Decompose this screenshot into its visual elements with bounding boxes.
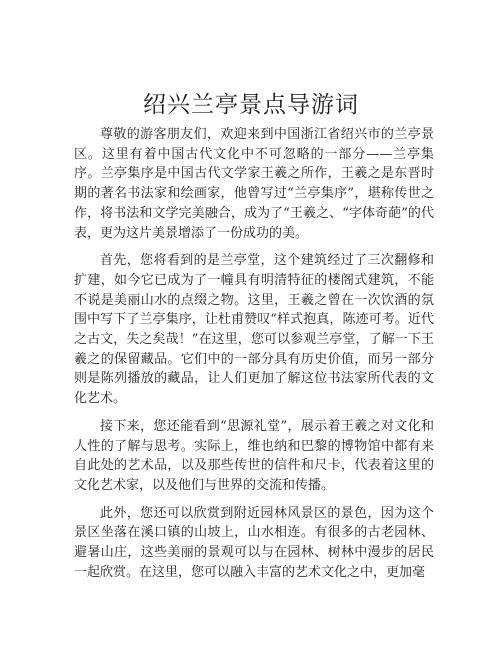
paragraph-gardens: 此外，您还可以欣赏到附近园林风景区的景色，因为这个景区坐落在溪口镇的山坡上，山水相连。有很多的古老园林、避暑山庄，这些美丽的景观可以与在园林、树林中漫步的居民一起欣赏。在这里，您可以融入丰富的艺术文化之中，更加毫 — [74, 505, 434, 580]
paragraph-welcome: 尊敬的游客朋友们，欢迎来到中国浙江省绍兴市的兰亭景区。这里有着中国古代文化中不可忽略的一部分——兰亭集序。兰亭集序是中国古代文学家王羲之所作，王羲之是东晋时期的著名书法家和绘画家，他曾写过“兰亭集序”，堪称传世之作，将书法和文学完美融合，成为了“王羲之、“字体奇葩”的代表，更为这片美景增添了一份成功的美。 — [74, 127, 434, 241]
paragraph-siyuan-hall: 接下来，您还能看到“思源礼堂”，展示着王羲之对文化和人性的了解与思考。实际上，维也纳和巴黎的博物馆中都有来自此处的艺术品，以及那些传世的信件和尺卡，代表着这里的文化艺术家，以及他们与世界的交流和传播。 — [74, 418, 434, 493]
document-title: 绍兴兰亭景点导游词 — [143, 92, 359, 118]
document-body — [74, 125, 434, 590]
paragraph-lanting-hall: 首先，您将看到的是兰亭堂，这个建筑经过了三次翻修和扩建，如今它已成为了一幢具有明清特征的楼阁式建筑，不能不说是美丽山水的点缀之物。这里，王羲之曾在一次饮酒的氛围中写下了兰亭集序，让杜甫赞叹“样式抱真，陈迹可考。近代之古文，失之矣哉！”在这里，您可以参观兰亭堂，了解一下王羲之的保留藏品。它们中的一部分具有历史价值，而另一部分则是陈列播放的藏品，让人们更加了解这位书法家所代表的文化艺术。 — [74, 253, 434, 407]
